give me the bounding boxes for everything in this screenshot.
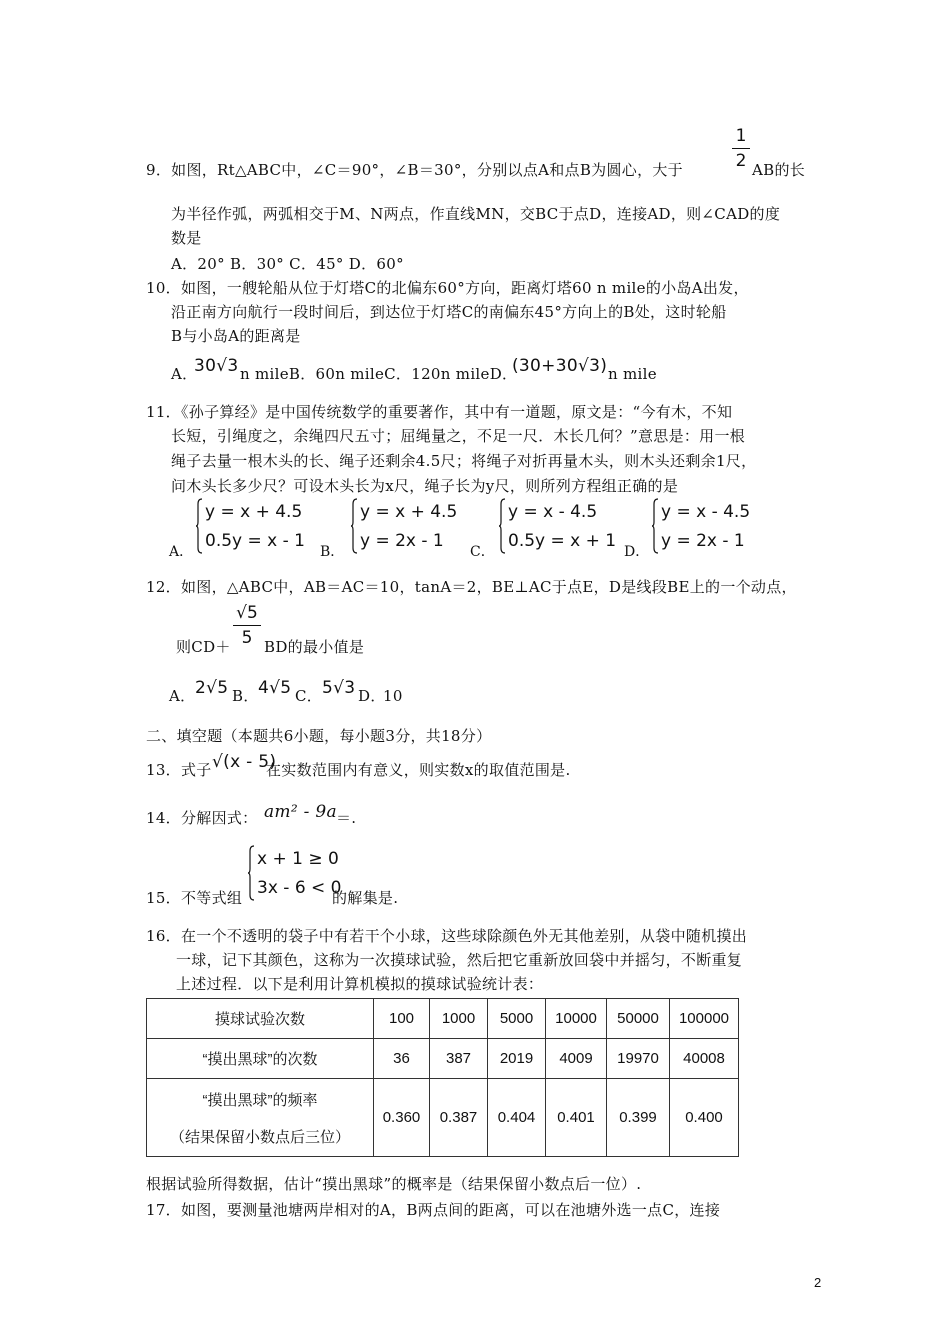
- q11-optB-eq2: y = 2x - 1: [360, 531, 444, 551]
- q11-optB-eq1: y = x + 4.5: [360, 502, 458, 522]
- q15-system: [248, 845, 342, 903]
- brace-icon: [196, 498, 202, 554]
- table-cell: 387: [430, 1039, 488, 1079]
- q12-frac-num: √5: [236, 603, 258, 623]
- table-cell: 0.360: [374, 1079, 430, 1157]
- q9-line1: 9．如图，Rt△ABC中，∠C＝90°，∠B＝30°，分别以点A和点B为圆心，大于: [146, 161, 683, 179]
- q12-optB: 4√5: [258, 678, 292, 698]
- table-cell: 5000: [488, 999, 546, 1039]
- q17-line1: 17．如图，要测量池塘两岸相对的A，B两点间的距离，可以在池塘外选一点C，连接: [146, 1201, 721, 1219]
- table-cell: 4009: [546, 1039, 607, 1079]
- q15-end: 的解集是.: [332, 889, 399, 907]
- q13-start: 13．式子: [146, 761, 212, 779]
- stats-table: [146, 998, 739, 1157]
- q11-optD-label: D．: [624, 544, 650, 560]
- q15-eq1: x + 1 ≥ 0: [257, 849, 339, 869]
- table-cell: 0.387: [430, 1079, 488, 1157]
- q13-expr: √(x - 5): [212, 752, 277, 772]
- table-row: [147, 1079, 739, 1157]
- table-cell: 1000: [430, 999, 488, 1039]
- table-cell: 0.399: [607, 1079, 670, 1157]
- table-cell: 0.404: [488, 1079, 546, 1157]
- q11-optD-system: [652, 498, 750, 556]
- q10-line3: B与小岛A的距离是: [171, 327, 301, 345]
- table-cell: 100: [374, 999, 430, 1039]
- q16-line3: 上述过程．以下是利用计算机模拟的摸球试验统计表：: [176, 975, 544, 993]
- q9-line3: 数是: [171, 229, 202, 247]
- table-cell: 100000: [670, 999, 739, 1039]
- q9-frac-num: 1: [735, 126, 747, 146]
- q9-line1-end: AB的长: [752, 161, 806, 179]
- table-row: [147, 999, 739, 1039]
- q15-start: 15．不等式组: [146, 889, 243, 907]
- freq-head-line2: （结果保留小数点后三位）: [169, 1128, 350, 1146]
- q11-optB-label: B．: [320, 544, 345, 560]
- q11-line2: 长短，引绳度之，余绳四尺五寸；屈绳量之，不足一尺．木长几何？”意思是：用一根: [171, 427, 746, 445]
- q12-frac-den: 5: [241, 628, 253, 648]
- q12-optA-label: A．: [169, 687, 196, 705]
- q12-optD-label: D．: [358, 687, 386, 705]
- q11-optB-system: [351, 498, 457, 556]
- q10-optA-label: A．: [171, 365, 198, 383]
- brace-icon: [248, 845, 254, 901]
- q16-line1: 16．在一个不透明的袋子中有若干个小球，这些球除颜色外无其他差别，从袋中随机摸出: [146, 927, 748, 945]
- q12-optC: 5√3: [322, 678, 356, 698]
- table-cell: 0.401: [546, 1079, 607, 1157]
- q14-end: ＝.: [336, 809, 357, 827]
- freq-head-line1: “摸出黑球”的频率: [202, 1091, 318, 1109]
- section-heading: 二、填空题（本题共6小题，每小题3分，共18分）: [146, 727, 492, 745]
- q12-line1: 12．如图，△ABC中，AB＝AC＝10，tanA＝2，BE⊥AC于点E，D是线段BE上的一个动点，: [146, 578, 797, 596]
- q11-optC-eq1: y = x - 4.5: [508, 502, 598, 522]
- q12-optB-label: B．: [232, 687, 259, 705]
- q16-after: 根据试验所得数据，估计“摸出黑球”的概率是（结果保留小数点后一位）.: [146, 1175, 642, 1193]
- q12-line2-end: BD的最小值是: [264, 638, 365, 656]
- q11-optA-eq1: y = x + 4.5: [205, 502, 303, 522]
- table-cell: 50000: [607, 999, 670, 1039]
- table-cell: 0.400: [670, 1079, 739, 1157]
- q9-options: A．20° B．30° C．45° D．60°: [171, 255, 404, 273]
- q10-optA-expr: 30√3: [194, 356, 239, 376]
- q11-optD-eq1: y = x - 4.5: [661, 502, 751, 522]
- q11-optA-label: A．: [169, 544, 194, 560]
- q10-line1: 10．如图，一艘轮船从位于灯塔C的北偏东60°方向，距离灯塔60 n mile的小岛A出发，: [146, 279, 749, 297]
- q10-optD-rest: n mile: [608, 365, 657, 383]
- table-row: [147, 1039, 739, 1079]
- table-header: “摸出黑球”的次数: [147, 1039, 374, 1079]
- q9-fraction: [732, 126, 750, 171]
- table-cell: 10000: [546, 999, 607, 1039]
- table-header: 摸球试验次数: [147, 999, 374, 1039]
- q14-start: 14．分解因式：: [146, 809, 258, 827]
- table-cell: 19970: [607, 1039, 670, 1079]
- q11-optA-eq2: 0.5y = x - 1: [205, 531, 305, 551]
- q11-optC-system: [499, 498, 616, 556]
- q11-line1: 11．《孙子算经》是中国传统数学的重要著作，其中有一道题，原文是：“今有木，不知: [146, 403, 733, 421]
- q11-line3: 绳子去量一根木头的长、绳子还剩余4.5尺；将绳子对折再量木头，则木头还剩余1尺，: [171, 452, 757, 470]
- q12-optD: 10: [383, 687, 403, 705]
- brace-icon: [652, 498, 658, 554]
- q11-line4: 问木头长多少尺？可设木头长为x尺，绳子长为y尺，则所列方程组正确的是: [171, 477, 679, 495]
- page-number: 2: [814, 1275, 822, 1290]
- q11-optC-eq2: 0.5y = x + 1: [508, 531, 617, 551]
- q12-optC-label: C．: [295, 687, 323, 705]
- table-cell: 36: [374, 1039, 430, 1079]
- table-cell: 2019: [488, 1039, 546, 1079]
- table-header: [147, 1079, 374, 1157]
- q11-optD-eq2: y = 2x - 1: [661, 531, 745, 551]
- q15-eq2: 3x - 6 < 0: [257, 878, 342, 898]
- q12-optA: 2√5: [195, 678, 229, 698]
- q11-optC-label: C．: [470, 544, 495, 560]
- q12-line2-start: 则CD＋: [176, 638, 231, 656]
- q10-optD-expr: (30+30√3): [512, 356, 608, 376]
- q10-line2: 沿正南方向航行一段时间后，到达位于灯塔C的南偏东45°方向上的B处，这时轮船: [171, 303, 727, 321]
- brace-icon: [499, 498, 505, 554]
- q16-line2: 一球，记下其颜色，这称为一次摸球试验，然后把它重新放回袋中并摇匀，不断重复: [176, 951, 743, 969]
- q13-end: 在实数范围内有意义，则实数x的取值范围是.: [266, 761, 571, 779]
- q11-optA-system: [196, 498, 305, 556]
- q14-expr: am² - 9a: [264, 802, 337, 822]
- q12-fraction: [233, 603, 261, 648]
- table-cell: 40008: [670, 1039, 739, 1079]
- q9-line2: 为半径作弧，两弧相交于M、N两点，作直线MN，交BC于点D，连接AD，则∠CAD的度: [171, 205, 781, 223]
- brace-icon: [351, 498, 357, 554]
- q9-frac-den: 2: [735, 151, 747, 171]
- q10-options-rest: n mileB．60n mileC．120n mileD．: [240, 365, 518, 383]
